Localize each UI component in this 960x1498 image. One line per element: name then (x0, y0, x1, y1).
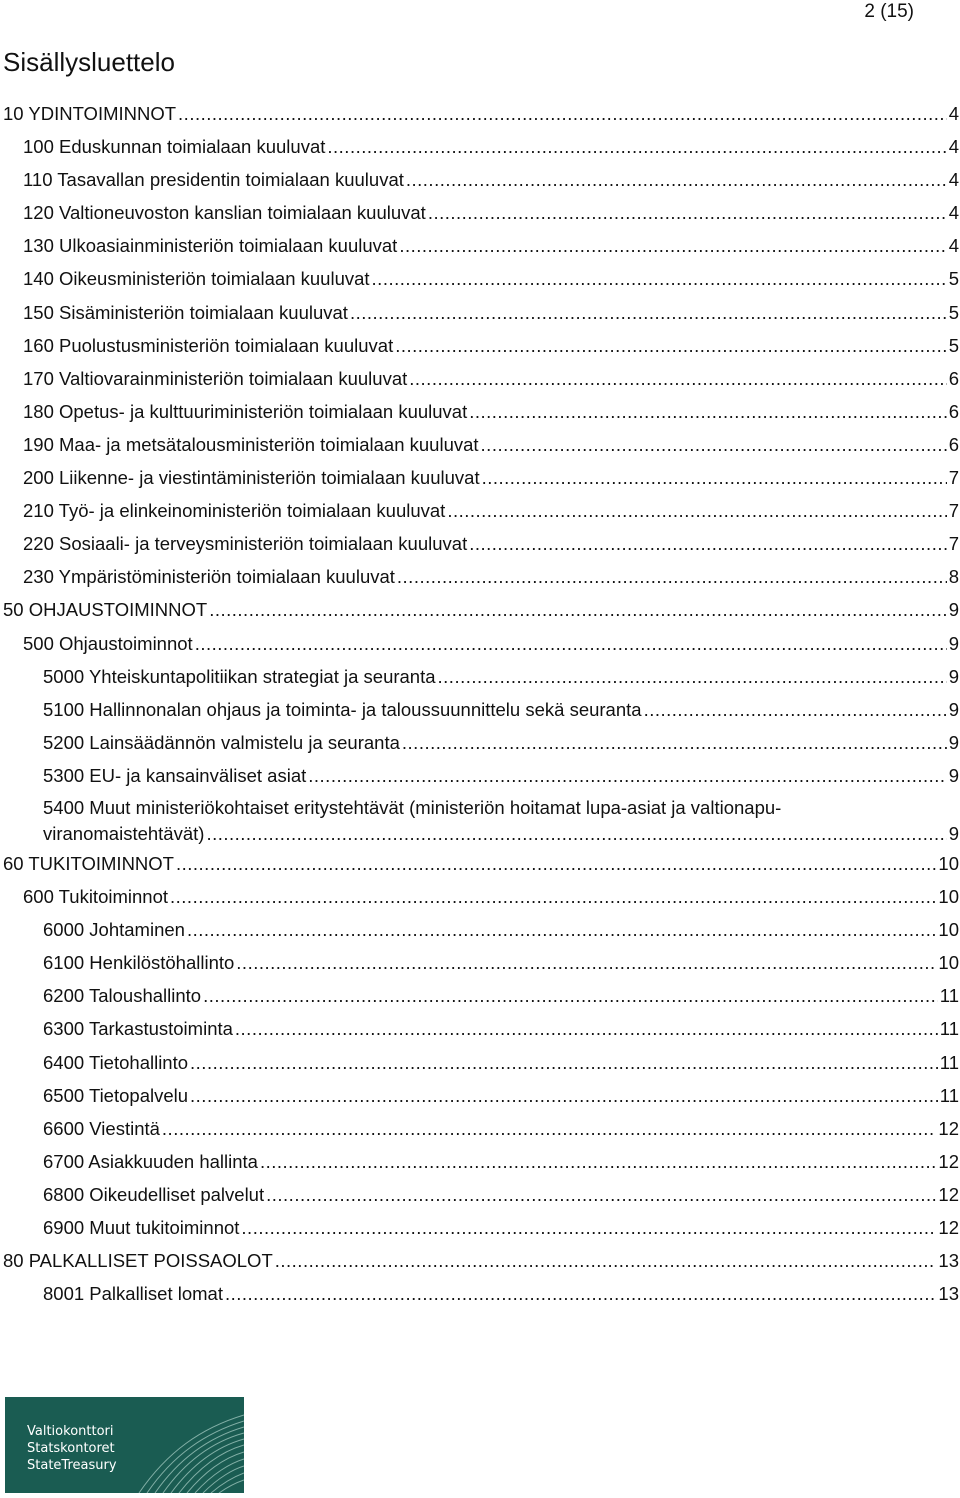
toc-entry[interactable] (0, 693, 960, 726)
toc-entry-label: 80 PALKALLISET POISSAOLOT (3, 1250, 273, 1272)
toc-entry-page-number: 6 (948, 433, 959, 455)
dot-leader (236, 946, 936, 979)
toc-entry-label: 6900 Muut tukitoiminnot (43, 1217, 240, 1238)
dot-leader (187, 913, 936, 946)
logo-line-2: Statskontoret (27, 1441, 115, 1456)
logo-line-1: Valtiokonttori (27, 1424, 114, 1439)
toc-entry-label: 6600 Viestintä (43, 1117, 160, 1139)
dot-leader (644, 693, 947, 726)
dot-leader (327, 130, 946, 163)
toc-entry-label: 110 Tasavallan presidentin toimialaan kuuluvat (23, 169, 404, 191)
toc-entry-page-number: 11 (939, 1051, 959, 1073)
toc-entry-page-number: 11 (939, 1084, 959, 1106)
dot-leader (447, 494, 946, 527)
toc-entry-page-number: 6 (948, 367, 959, 389)
toc-entry-label: 190 Maa- ja metsätalousministeriön toimialaan kuuluvat (23, 433, 479, 455)
toc-entry[interactable] (0, 792, 960, 847)
toc-entry-label: 6700 Asiakkuuden hallinta (43, 1150, 258, 1172)
toc-entry-page-number: 4 (948, 169, 959, 191)
toc-entry[interactable] (0, 1178, 960, 1211)
toc-entry[interactable] (0, 163, 960, 196)
toc-entry[interactable] (0, 913, 960, 946)
toc-entry-label: 140 Oikeusministeriön toimialaan kuuluvat (23, 268, 370, 290)
dot-leader (178, 97, 947, 130)
dot-leader (241, 1211, 936, 1244)
toc-entry[interactable] (0, 97, 960, 130)
toc-entry-page-number: 5 (948, 334, 959, 356)
dot-leader (438, 660, 947, 693)
toc-entry-label: 180 Opetus- ja kulttuuriministeriön toimialaan kuuluvat (23, 400, 468, 422)
toc-entry-page-number: 9 (948, 632, 959, 654)
toc-entry[interactable] (0, 847, 960, 880)
toc-entry[interactable] (0, 229, 960, 262)
dot-leader (397, 560, 947, 593)
toc-entry[interactable] (0, 494, 960, 527)
toc-entry-page-number: 8 (948, 566, 959, 588)
toc-entry[interactable] (0, 560, 960, 593)
toc-entry[interactable] (0, 1046, 960, 1079)
logo-wordmark (27, 1423, 117, 1474)
dot-leader (195, 627, 947, 660)
dot-leader (260, 1145, 936, 1178)
toc-entry-label: 5200 Lainsäädännön valmistelu ja seuranta (43, 731, 400, 753)
toc-entry-label: 230 Ympäristöministeriön toimialaan kuuluvat (23, 566, 395, 588)
dot-leader (206, 822, 946, 846)
toc-entry[interactable] (0, 296, 960, 329)
toc-entry[interactable] (0, 395, 960, 428)
toc-entry[interactable] (0, 1145, 960, 1178)
toc-entry-page-number: 4 (948, 202, 959, 224)
toc-entry[interactable] (0, 627, 960, 660)
dot-leader (275, 1244, 937, 1277)
toc-entry[interactable] (0, 880, 960, 913)
toc-title: Sisällysluettelo (3, 47, 175, 77)
toc-entry[interactable] (0, 1079, 960, 1112)
toc-entry[interactable] (0, 660, 960, 693)
toc-entry-label: 6400 Tietohallinto (43, 1051, 189, 1073)
dot-leader (482, 461, 947, 494)
toc-entry-page-number: 11 (939, 1018, 959, 1040)
toc-entry[interactable] (0, 428, 960, 461)
toc-entry-label: 60 TUKITOIMINNOT (3, 852, 174, 874)
toc-entry-label: 8001 Palkalliset lomat (43, 1283, 223, 1305)
toc-entry[interactable] (0, 196, 960, 229)
toc-entry-label: 100 Eduskunnan toimialaan kuuluvat (23, 136, 326, 158)
toc-entry-page-number: 7 (948, 500, 959, 522)
toc-entry-page-number: 10 (938, 886, 959, 908)
toc-entry[interactable] (0, 1112, 960, 1145)
toc-entry[interactable] (0, 1211, 960, 1244)
toc-entry-label: 5100 Hallinnonalan ohjaus ja toiminta- ja taloussuunnittelu sekä seuranta (43, 698, 642, 720)
dot-leader (395, 329, 946, 362)
dot-leader (469, 395, 946, 428)
toc-entry-label: 6800 Oikeudelliset palvelut (43, 1183, 265, 1205)
toc-entry-page-number: 12 (938, 1150, 959, 1172)
toc-entry-page-number: 6 (948, 400, 959, 422)
dot-leader (190, 1079, 938, 1112)
toc-entry-label: 6500 Tietopalvelu (43, 1084, 189, 1106)
toc-entry-page-number: 10 (938, 919, 959, 941)
toc-entry-label: 160 Puolustusministeriön toimialaan kuuluvat (23, 334, 394, 356)
dot-leader (209, 593, 946, 626)
dot-leader (162, 1112, 937, 1145)
toc-entry-label: 6200 Taloushallinto (43, 985, 202, 1007)
dot-leader (469, 527, 946, 560)
toc-entry-label: 210 Työ- ja elinkeinoministeriön toimialaan kuuluvat (23, 500, 446, 522)
toc-entry-page-number: 12 (938, 1183, 959, 1205)
dot-leader (402, 726, 947, 759)
dot-leader (176, 847, 936, 880)
toc-entry-page-number: 10 (938, 852, 959, 874)
toc-entry[interactable] (0, 461, 960, 494)
toc-entry-page-number: 5 (948, 301, 959, 323)
toc-entry-page-number: 9 (948, 764, 959, 786)
dot-leader (372, 262, 947, 295)
toc-entry-page-number: 7 (948, 533, 959, 555)
toc-entry-page-number: 11 (939, 985, 959, 1007)
dot-leader (266, 1178, 936, 1211)
toc-entry-page-number: 9 (948, 665, 959, 687)
dot-leader (308, 759, 946, 792)
toc-entry-label: 6100 Henkilöstöhallinto (43, 952, 235, 974)
dot-leader (190, 1046, 938, 1079)
toc-entry-label: 10 YDINTOIMINNOT (3, 103, 177, 124)
toc-entry[interactable] (0, 979, 960, 1012)
dot-leader (225, 1277, 936, 1310)
logo-line-3: StateTreasury (27, 1458, 117, 1473)
dot-leader (406, 163, 947, 196)
dot-leader (481, 428, 947, 461)
toc-entry-label: 150 Sisäministeriön toimialaan kuuluvat (23, 301, 348, 323)
toc-entry-label-line1: 5400 Muut ministeriökohtaiset eritystehtävät (ministeriön hoitamat lupa-asiat ja valtionapu- (43, 796, 782, 818)
valtiokonttori-logo (5, 1397, 244, 1493)
toc-entry[interactable] (0, 1244, 960, 1277)
toc-entry[interactable] (0, 130, 960, 163)
toc-entry-page-number: 9 (948, 822, 959, 844)
table-of-contents (0, 97, 960, 1310)
toc-entry-label: 120 Valtioneuvoston kanslian toimialaan kuuluvat (23, 202, 426, 224)
toc-entry-label: 5000 Yhteiskuntapolitiikan strategiat ja seuranta (43, 665, 436, 687)
toc-entry[interactable] (0, 726, 960, 759)
dot-leader (235, 1012, 938, 1045)
toc-entry[interactable] (0, 527, 960, 560)
dot-leader (350, 296, 947, 329)
page-indicator: 2 (15) (864, 1, 914, 22)
toc-entry-page-number: 7 (948, 467, 959, 489)
toc-entry-page-number: 12 (938, 1217, 959, 1238)
toc-entry-label: 5300 EU- ja kansainväliset asiat (43, 764, 307, 786)
toc-entry-label: 170 Valtiovarainministeriön toimialaan kuuluvat (23, 367, 408, 389)
toc-entry[interactable] (0, 759, 960, 792)
toc-entry[interactable] (0, 1277, 960, 1310)
toc-entry-page-number: 4 (948, 136, 959, 158)
toc-entry-label: 6300 Tarkastustoiminta (43, 1018, 233, 1040)
dot-leader (203, 979, 938, 1012)
toc-entry-page-number: 13 (938, 1283, 959, 1305)
toc-entry-page-number: 12 (938, 1117, 959, 1139)
toc-entry-label: viranomaistehtävät) (43, 822, 205, 844)
toc-entry-page-number: 4 (948, 103, 959, 124)
toc-entry[interactable] (0, 262, 960, 295)
toc-entry-label: 500 Ohjaustoiminnot (23, 632, 193, 654)
toc-entry-label: 600 Tukitoiminnot (23, 886, 169, 908)
toc-entry-page-number: 9 (948, 731, 959, 753)
dot-leader (428, 196, 947, 229)
toc-entry-page-number: 4 (948, 235, 959, 257)
toc-entry-label: 220 Sosiaali- ja terveysministeriön toimialaan kuuluvat (23, 533, 468, 555)
toc-entry-page-number: 5 (948, 268, 959, 290)
toc-entry-label: 130 Ulkoasiainministeriön toimialaan kuuluvat (23, 235, 398, 257)
toc-entry-label: 50 OHJAUSTOIMINNOT (3, 599, 208, 621)
toc-entry-page-number: 10 (938, 952, 959, 974)
dot-leader (170, 880, 936, 913)
toc-entry-page-number: 9 (948, 698, 959, 720)
toc-entry[interactable] (0, 1012, 960, 1045)
toc-entry-label: 200 Liikenne- ja viestintäministeriön toimialaan kuuluvat (23, 467, 480, 489)
dot-leader (399, 229, 946, 262)
toc-entry[interactable] (0, 362, 960, 395)
toc-entry-label: 6000 Johtaminen (43, 919, 185, 941)
toc-entry[interactable] (0, 946, 960, 979)
dot-leader (409, 362, 946, 395)
toc-entry-page-number: 9 (948, 599, 959, 621)
toc-entry[interactable] (0, 329, 960, 362)
toc-entry[interactable] (0, 593, 960, 626)
toc-entry-page-number: 13 (938, 1250, 959, 1272)
